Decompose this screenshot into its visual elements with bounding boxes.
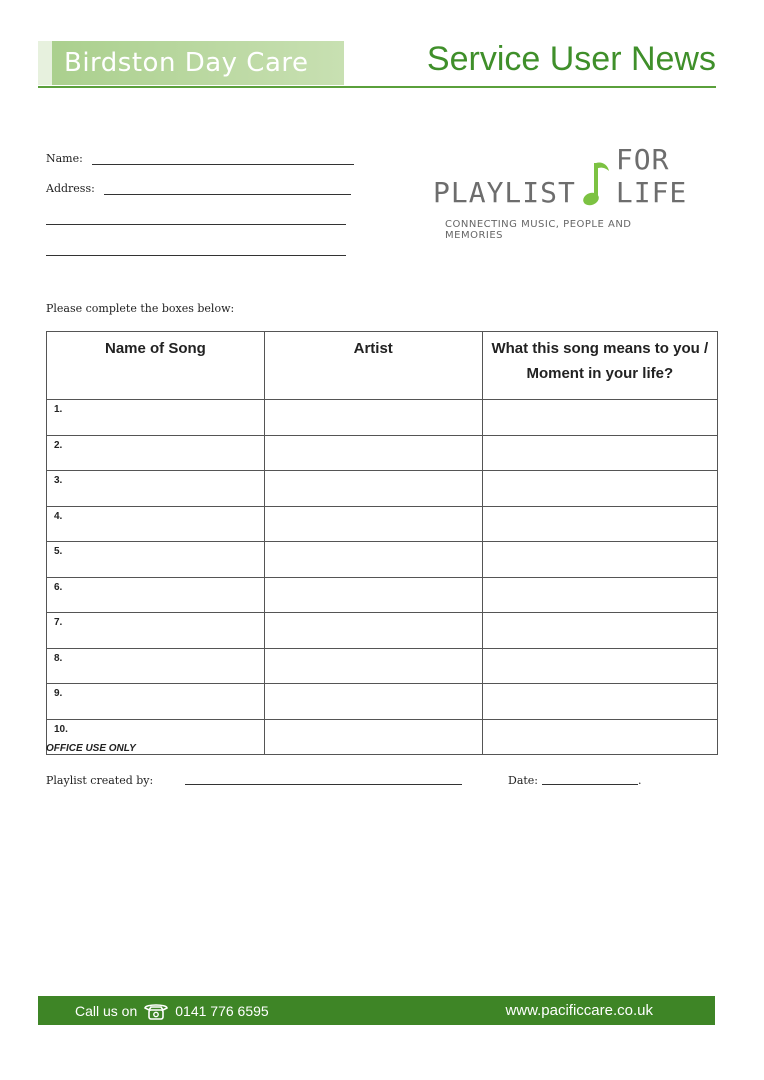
org-name: Birdston Day Care	[64, 48, 309, 78]
address-field-3[interactable]	[46, 243, 346, 256]
header-meaning: What this song means to you / Moment in your life?	[482, 332, 717, 400]
music-note-icon	[582, 159, 610, 209]
artist-cell[interactable]	[264, 471, 482, 507]
meaning-cell[interactable]	[482, 400, 717, 436]
phone-number[interactable]: 0141 776 6595	[175, 1003, 269, 1019]
banner-accent	[38, 41, 52, 85]
date-line[interactable]	[542, 784, 638, 785]
footer-call	[75, 1002, 269, 1020]
song-cell[interactable]: 2.	[47, 435, 265, 471]
song-cell[interactable]: 3.	[47, 471, 265, 507]
logo-tagline: CONNECTING MUSIC, PEOPLE AND MEMORIES	[445, 219, 632, 241]
call-label: Call us on	[75, 1003, 138, 1019]
meaning-cell[interactable]	[482, 542, 717, 578]
song-cell[interactable]: 7.	[47, 613, 265, 649]
office-use-heading: OFFICE USE ONLY	[46, 743, 136, 754]
song-cell[interactable]: 1.	[47, 400, 265, 436]
header-song-name: Name of Song	[47, 332, 265, 400]
song-cell[interactable]: 8.	[47, 648, 265, 684]
header-divider	[38, 86, 716, 88]
artist-cell[interactable]	[264, 577, 482, 613]
table-row	[47, 648, 718, 684]
header-artist: Artist	[264, 332, 482, 400]
table-row	[47, 471, 718, 507]
address-field[interactable]	[46, 182, 351, 195]
artist-cell[interactable]	[264, 719, 482, 755]
table-row	[47, 506, 718, 542]
artist-cell[interactable]	[264, 684, 482, 720]
table-row	[47, 613, 718, 649]
meaning-cell[interactable]	[482, 471, 717, 507]
date-suffix: .	[638, 774, 642, 787]
song-cell[interactable]: 4.	[47, 506, 265, 542]
table-row	[47, 400, 718, 436]
created-by-label: Playlist created by:	[46, 774, 154, 787]
artist-cell[interactable]	[264, 435, 482, 471]
song-table	[46, 331, 718, 755]
artist-cell[interactable]	[264, 400, 482, 436]
meaning-cell[interactable]	[482, 613, 717, 649]
table-row	[47, 542, 718, 578]
name-field[interactable]	[46, 152, 354, 165]
newsletter-title: Service User News	[426, 40, 716, 78]
name-label: Name:	[46, 152, 83, 165]
artist-cell[interactable]	[264, 506, 482, 542]
artist-cell[interactable]	[264, 648, 482, 684]
address-line-3[interactable]	[46, 244, 346, 256]
table-row	[47, 435, 718, 471]
meaning-cell[interactable]	[482, 435, 717, 471]
logo-word-left: PLAYLIST	[433, 176, 576, 209]
footer-website[interactable]: www.pacificcare.co.uk	[505, 1002, 653, 1019]
meaning-cell[interactable]	[482, 577, 717, 613]
song-cell[interactable]: 10.	[47, 719, 265, 755]
artist-cell[interactable]	[264, 613, 482, 649]
meaning-cell[interactable]	[482, 684, 717, 720]
meaning-cell[interactable]	[482, 506, 717, 542]
created-by-line[interactable]	[185, 784, 462, 785]
address-line-2[interactable]	[46, 213, 346, 225]
table-row	[47, 684, 718, 720]
footer-bar	[38, 996, 715, 1025]
address-line-1[interactable]	[104, 183, 351, 195]
table-row	[47, 577, 718, 613]
artist-cell[interactable]	[264, 542, 482, 578]
song-cell[interactable]: 6.	[47, 577, 265, 613]
meaning-cell[interactable]	[482, 719, 717, 755]
address-field-2[interactable]	[46, 212, 346, 225]
date-label: Date:	[508, 774, 539, 787]
song-cell[interactable]: 5.	[47, 542, 265, 578]
table-row	[47, 719, 718, 755]
name-line[interactable]	[92, 153, 354, 165]
playlist-for-life-logo	[433, 143, 688, 241]
meaning-cell[interactable]	[482, 648, 717, 684]
header-org-banner	[38, 41, 344, 85]
telephone-icon	[143, 1002, 169, 1020]
address-label: Address:	[46, 182, 95, 195]
logo-word-right: FOR LIFE	[615, 143, 688, 209]
song-cell[interactable]: 9.	[47, 684, 265, 720]
instruction-text: Please complete the boxes below:	[46, 302, 235, 315]
